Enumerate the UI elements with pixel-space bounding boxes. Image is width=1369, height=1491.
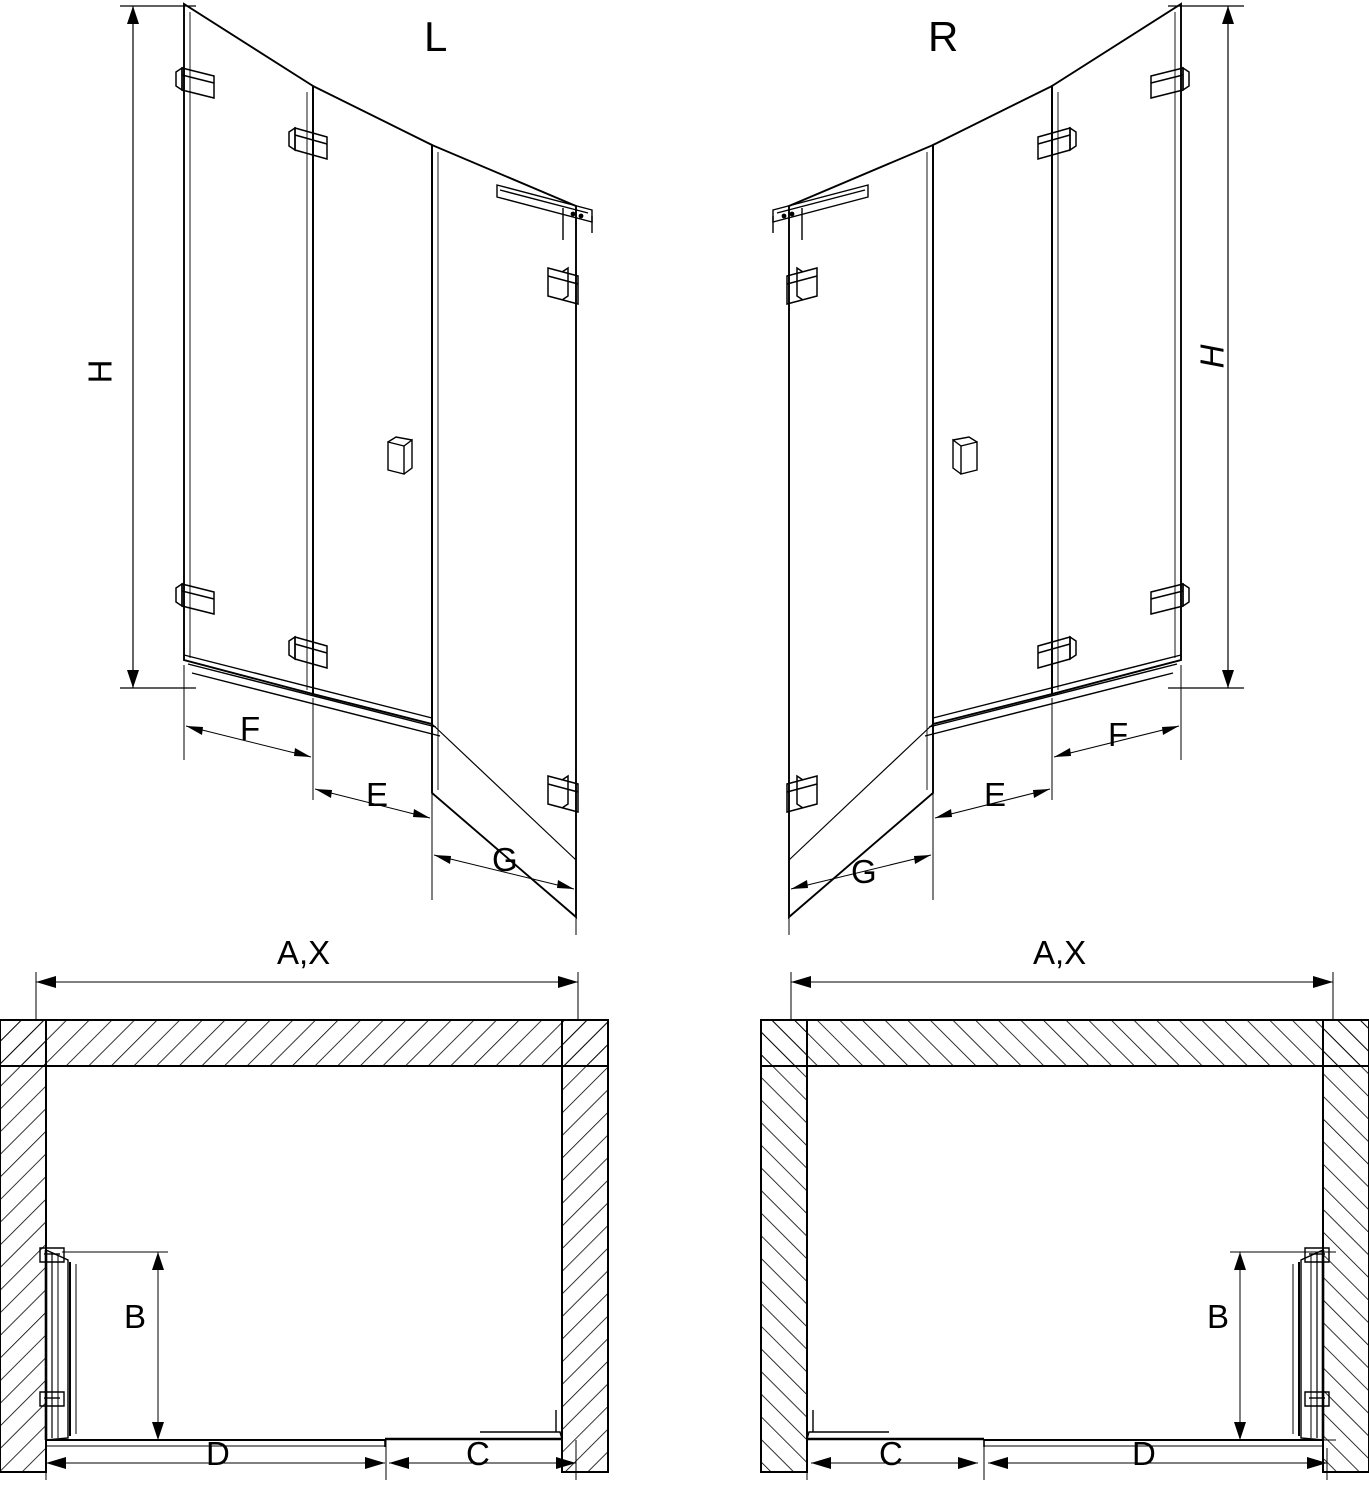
- dimension-h-left: H: [81, 359, 119, 384]
- dimension-e-right: E: [984, 776, 1007, 813]
- dimension-f-left: F: [240, 710, 261, 747]
- right-elevation-group: [773, 4, 1244, 935]
- dimension-b-right: B: [1207, 1298, 1230, 1335]
- dimension-g-left: G: [492, 841, 518, 878]
- dimension-d-left: D: [206, 1435, 230, 1472]
- dimension-d-right: D: [1132, 1435, 1156, 1472]
- dimension-g-right: G: [851, 853, 877, 890]
- dimension-f-right: F: [1108, 716, 1129, 753]
- dimension-e-left: E: [366, 776, 389, 813]
- dimension-c-left: C: [466, 1435, 490, 1472]
- dimension-ax-right: A,X: [1033, 934, 1087, 971]
- right-plan-group: [761, 972, 1369, 1480]
- left-elevation-group: [120, 4, 592, 935]
- label-version-right: R: [928, 13, 959, 60]
- label-version-left: L: [424, 13, 448, 60]
- dimension-ax-left: A,X: [277, 934, 331, 971]
- dimension-h-right: H: [1193, 344, 1231, 369]
- dimension-c-right: C: [879, 1435, 903, 1472]
- left-plan-group: [0, 972, 608, 1480]
- dimension-b-left: B: [124, 1298, 147, 1335]
